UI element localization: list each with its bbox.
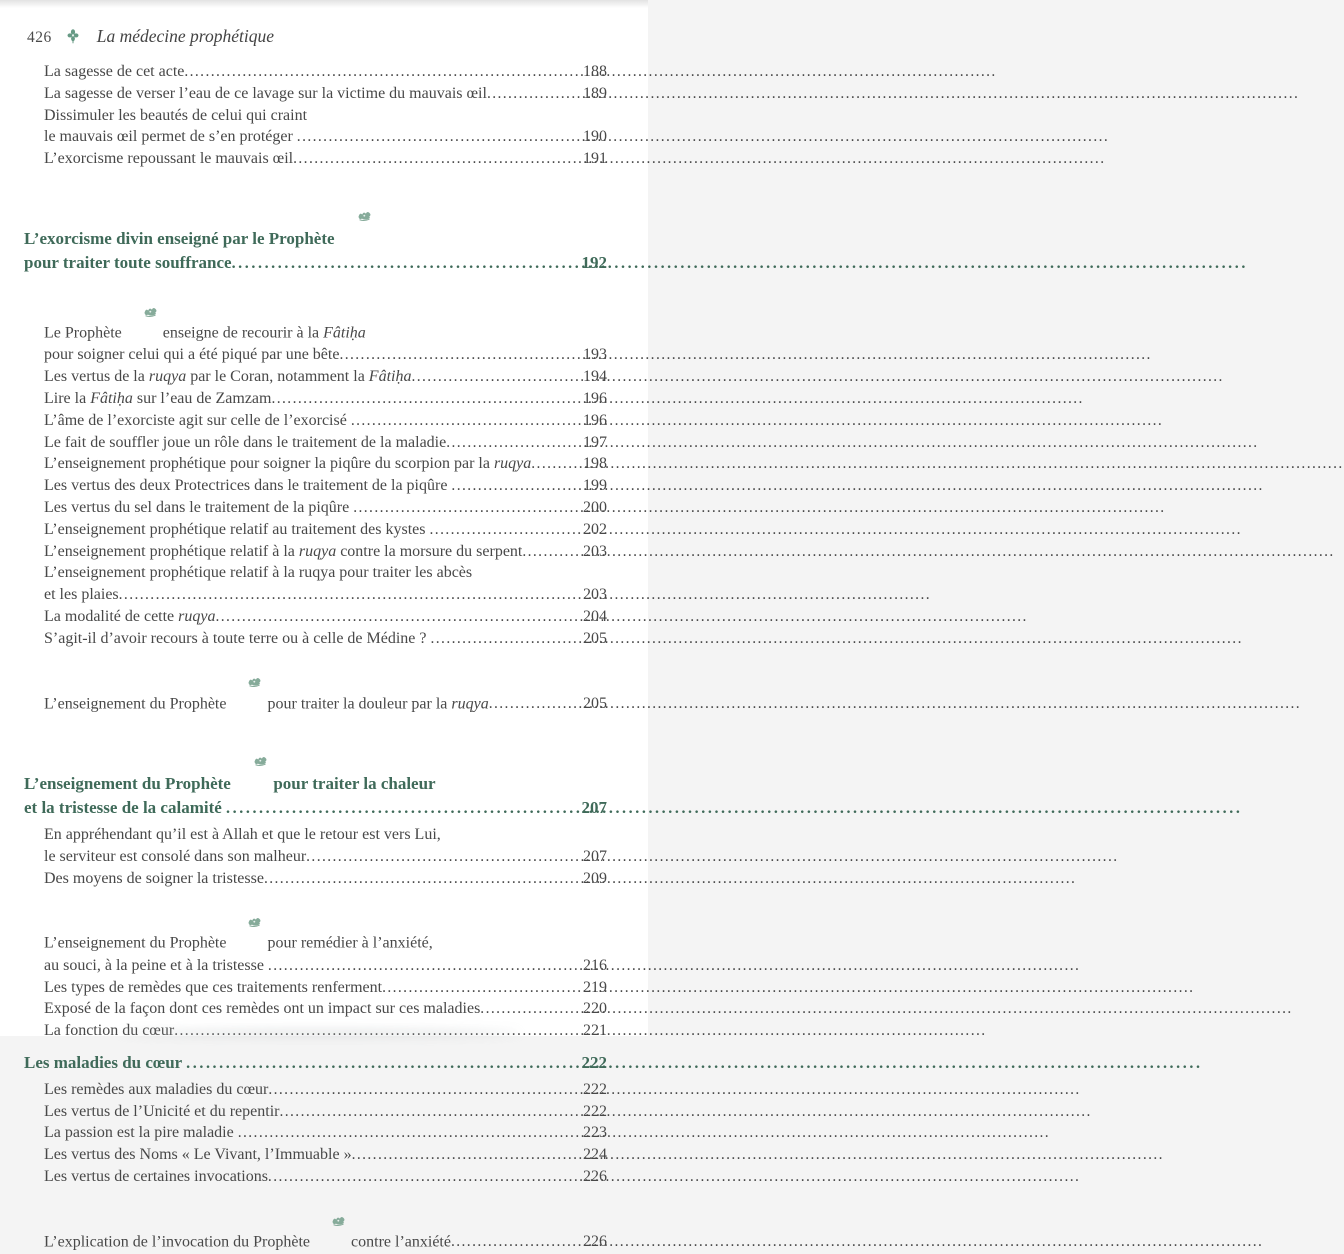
book-title: La médecine prophétique [96,26,274,46]
toc-line [44,83,607,105]
toc-line [44,1188,607,1253]
toc-page-number: 197 [583,433,607,451]
toc-page-number: 226 [583,1233,607,1251]
toc-entry [24,279,607,366]
prophet-honorific-calligraphy-icon [315,1189,346,1254]
toc-line [44,889,607,954]
toc-entry [24,83,607,105]
toc-section-heading [24,1051,607,1076]
toc-section-heading [24,179,607,276]
toc-entry-text-segment: Les types de remèdes que ces traitements renferment [44,978,383,996]
toc-entry-text [44,388,271,410]
toc-page-number: 198 [583,455,607,473]
toc-entry-text [24,1051,186,1075]
toc-line [44,1166,607,1188]
leader-dots [293,148,583,170]
toc-line [44,1144,607,1166]
toc-line [44,344,607,366]
toc-entry-text [44,519,430,541]
toc-entry-text-segment: Les maladies du cœur [24,1052,187,1072]
toc-line [24,1051,607,1076]
prophet-honorific-calligraphy-icon [127,280,158,345]
toc-entry-text [44,1101,279,1123]
toc-line [44,1101,607,1123]
toc-line [44,868,607,890]
leader-dots [446,432,583,454]
toc-entry-text-segment: L’enseignement du Prophète [24,773,236,793]
toc-entry-text [44,344,339,366]
toc-entry-text-segment: Les vertus des Noms « Le Vivant, l’Immuable » [44,1146,352,1164]
toc-entry-text-italic: ruqya [298,542,337,560]
toc-page-number: 202 [583,520,607,538]
toc-entry-text [44,61,184,83]
toc-line [24,251,607,276]
toc-line [44,846,607,868]
toc-entry-text [44,1020,174,1042]
toc-entry-text [44,83,487,105]
toc-entry [24,562,607,606]
toc-page-number: 190 [583,128,607,146]
page-number: 426 [27,29,52,46]
leader-dots [268,1166,583,1188]
leader-dots [411,366,583,388]
toc-entry-text-segment: La passion est la pire maladie [44,1124,238,1142]
toc-page-number: 196 [583,411,607,429]
toc-entry-text [44,279,366,344]
leader-dots [451,1231,583,1253]
toc-entry [24,366,607,388]
toc-entry-text-segment: L’explication de l’invocation du Prophète [44,1233,315,1251]
toc-entry-text [44,868,264,890]
toc-entry-text-segment: Des moyens de soigner la tristesse [44,869,264,887]
toc-entry-text-segment: pour soigner celui qui a été piqué par une bête [44,346,340,364]
leader-dots [531,453,583,475]
toc-entry-text-segment: pour remédier à l’anxiété, [263,934,433,952]
toc-entry-text-italic: Fâtiḥa [90,389,133,407]
toc-entry-text-segment: L’exorcisme divin enseigné par le Prophète [24,228,339,248]
toc-line [44,584,607,606]
toc-page-number: 223 [583,1124,607,1142]
toc-entry-text-segment: L’enseignement du Prophète [44,695,231,713]
toc-page-number: 207 [583,847,607,865]
toc-entry-text-segment: L’exorcisme repoussant le mauvais œil [44,150,294,168]
toc-entry [24,889,607,976]
toc-line [44,998,607,1020]
toc-section-heading [24,724,607,821]
toc-entry-text-segment: par le Coran, notamment la [186,368,369,386]
toc-entry-text [44,126,297,148]
toc-line [44,1020,607,1042]
toc-entry [24,453,607,475]
toc-page-number: 204 [583,607,607,625]
leader-dots [430,519,583,541]
toc-line [24,724,607,796]
toc-page-number: 199 [583,477,607,495]
toc-entry-text-segment: L’âme de l’exorciste agit sur celle de l’exorcisé [44,411,351,429]
leader-dots [306,846,583,868]
toc-entry-text-segment: Les vertus du sel dans le traitement de la piqûre [44,498,354,516]
toc-entry-text-segment: et les plaies [44,586,119,604]
toc-page-number: 192 [581,252,607,272]
toc-entry-text-segment: Lire la [44,389,91,407]
toc-entry-text-segment: Dissimuler les beautés de celui qui craint [44,106,308,124]
toc-line [24,179,607,251]
toc-page-number: 193 [583,346,607,364]
toc-entry [24,105,607,149]
toc-entry-text [24,179,373,251]
leader-dots [226,796,575,821]
toc-page-number: 196 [583,389,607,407]
toc-line [44,105,607,127]
toc-entry-text [44,1188,451,1253]
toc-line [44,126,607,148]
toc-entry-text-segment: Les remèdes aux maladies du cœur [44,1080,269,1098]
toc-entry-text [44,955,268,977]
toc-line [44,1079,607,1101]
toc-entry [24,824,607,868]
leader-dots [352,1144,583,1166]
toc-entry-text-segment: Le fait de souffler joue un rôle dans le traitement de la maladie [44,433,447,451]
toc-entry [24,1020,607,1042]
leader-dots [522,541,583,563]
leader-dots [451,475,583,497]
toc-page-number: 207 [581,797,607,817]
toc-entry-text-italic: ruqya [148,368,187,386]
prophet-honorific-calligraphy-icon [231,651,262,716]
toc-page-number: 188 [583,63,607,80]
toc-line [44,279,607,344]
leader-dots [268,955,583,977]
toc-line [44,148,607,170]
toc-entry-text-segment: En appréhendant qu’il est à Allah et que le retour est vers Lui, [44,825,441,843]
leader-dots [186,1051,575,1076]
toc-entry-text [44,1079,268,1101]
toc-page-number: 200 [583,498,607,516]
toc-line [24,796,607,821]
toc-page-number: 222 [583,1102,607,1120]
toc-entry-text-segment: pour traiter toute souffrance [24,252,232,272]
toc-line [44,475,607,497]
toc-line [44,1122,607,1144]
toc-entry [24,475,607,497]
toc-line [44,628,607,650]
toc-entry-text [44,628,431,650]
toc-entry-text [44,824,441,846]
toc-entry-text-segment: et la tristesse de la calamité [24,797,227,817]
prophet-honorific-calligraphy-icon [340,180,372,252]
toc-entry-text-italic: ruqya [451,695,489,713]
toc-entry-text-segment: contre la morsure du serpent [336,542,523,560]
toc-page-number: 194 [583,368,607,386]
toc-page-number: 189 [583,84,607,102]
toc-entry [24,410,607,432]
toc-entry-text [44,650,489,715]
toc-entry-text-segment: le mauvais œil permet de s’en protéger [44,128,297,146]
toc-entry [24,388,607,410]
toc-entry-text-segment: Les vertus de la [44,368,149,386]
toc-entry-text [44,584,119,606]
leader-dots [487,83,583,105]
toc-page-number: 205 [583,629,607,647]
toc-entry-text-segment: L’enseignement prophétique relatif à la [44,542,299,560]
leader-dots [215,606,583,628]
leader-dots [431,628,584,650]
toc-entry-text-segment: contre l’anxiété [347,1233,451,1251]
toc-page-number: 224 [583,1146,607,1164]
toc-entry [24,1166,607,1188]
toc-entry-text-italic: Fâtiḥa [368,368,412,386]
toc-entry [24,998,607,1020]
toc-page-number: 209 [583,869,607,887]
toc-entry-text-segment: S’agit-il d’avoir recours à toute terre ou à celle de Médine ? [44,629,431,647]
toc-entry-text-segment: au souci, à la peine et à la tristesse [44,956,268,974]
toc-entry-text [44,1166,268,1188]
toc-line [44,824,607,846]
toc-entry-text [44,432,446,454]
toc-entry [24,606,607,628]
toc-page-number: 221 [583,1022,607,1040]
toc-entry-text [44,889,433,954]
toc-entry-text-segment: L’enseignement du Prophète [44,934,231,952]
toc-entry-text [24,796,226,820]
toc-entry-text [44,606,215,628]
running-header [27,26,274,47]
leader-dots [297,126,583,148]
leader-dots [238,1122,583,1144]
toc-entry [24,1188,607,1253]
toc-entry-text [44,148,293,170]
leader-dots [489,693,583,715]
prophet-honorific-calligraphy-icon [236,725,268,797]
toc-entry-text-segment: L’enseignement prophétique relatif à la ruqya pour traiter les abcès [44,564,473,582]
toc-entry [24,1144,607,1166]
leader-dots [264,868,583,890]
toc-line [44,61,607,83]
leader-dots [353,497,583,519]
toc-entry-text-segment: Le Prophète [44,324,126,342]
toc-page-number: 216 [583,956,607,974]
toc-entry-text-segment: enseigne de recourir à la [158,324,324,342]
toc-entry-text [24,724,436,796]
toc-entry [24,61,607,83]
toc-page-number: 226 [583,1168,607,1186]
toc-entry-text-segment: Exposé de la façon dont ces remèdes ont un impact sur ces maladies [44,1000,481,1018]
toc-entry-text [44,1144,352,1166]
toc-line [44,410,607,432]
toc-page-number: 219 [583,978,607,996]
toc-entry-text [44,562,472,584]
leader-dots [279,1101,583,1123]
toc-entry [24,1122,607,1144]
toc-entry-text-segment: La modalité de cette [44,607,179,625]
leader-dots [119,584,583,606]
toc-entry-text [44,105,307,127]
toc-page-number: 205 [583,695,607,713]
toc-entry-text-segment: La sagesse de verser l’eau de ce lavage sur la victime du mauvais œil [44,84,487,102]
toc-entry-text [44,541,522,563]
toc-entry-text-segment: pour traiter la douleur par la [263,695,452,713]
toc-entry-text [44,475,451,497]
leader-dots [268,1079,583,1101]
toc-entry-text-italic: ruqya [178,607,216,625]
leader-dots [232,251,576,276]
toc-entry [24,977,607,999]
toc-entry [24,868,607,890]
toc-line [44,650,607,715]
toc-page-number: 222 [581,1052,607,1072]
book-toc-page [0,0,648,1251]
leader-dots [480,998,583,1020]
toc-line [44,955,607,977]
toc-entry-text [44,410,351,432]
toc-entry-text-segment: Les vertus de certaines invocations [44,1168,268,1186]
toc-line [44,497,607,519]
fleuron-ornament-icon [67,29,79,49]
toc-entry-text [44,998,480,1020]
toc-line [44,562,607,584]
toc-entry-text [44,366,411,388]
toc-entry-text [24,251,232,275]
toc-entry-text-segment: sur l’eau de Zamzam [132,389,272,407]
leader-dots [382,977,583,999]
toc-line [44,366,607,388]
toc-page-number: 220 [583,1000,607,1018]
toc-entry [24,497,607,519]
toc-entry-text [44,453,531,475]
toc-entry-text-segment: L’enseignement prophétique pour soigner la piqûre du scorpion par la [44,455,494,473]
toc-line [44,541,607,563]
toc-entry [24,432,607,454]
toc-entry [24,519,607,541]
leader-dots [339,344,583,366]
leader-dots [184,61,583,83]
toc-line [44,977,607,999]
toc-page-number: 203 [583,586,607,604]
toc-entry-text [44,977,382,999]
toc-line [44,388,607,410]
toc-entry-text [44,497,353,519]
toc-page-number: 203 [583,542,607,560]
toc-entry-text-segment: L’enseignement prophétique relatif au traitement des kystes [44,520,430,538]
leader-dots [271,388,583,410]
toc-entry [24,1079,607,1101]
toc-entry [24,541,607,563]
toc-line [44,453,607,475]
toc-page-number: 191 [583,150,607,168]
table-of-contents [24,61,607,1253]
toc-entry-text-segment: La sagesse de cet acte [44,63,185,80]
toc-entry-text-italic: ruqya [493,455,532,473]
toc-entry-text-segment: pour traiter la chaleur [269,773,436,793]
toc-entry-text-segment: le serviteur est consolé dans son malheur [44,847,307,865]
toc-line [44,519,607,541]
toc-entry-text-segment: La fonction du cœur [44,1022,175,1040]
leader-dots [174,1020,583,1042]
toc-entry [24,650,607,715]
prophet-honorific-calligraphy-icon [231,890,262,955]
toc-entry-text-segment: Les vertus de l’Unicité et du repentir [44,1102,280,1120]
toc-entry-text [44,1122,238,1144]
toc-entry-text-italic: Fâtiḥa [323,324,366,342]
toc-entry-text [44,846,306,868]
toc-entry [24,628,607,650]
toc-line [44,606,607,628]
toc-entry [24,1101,607,1123]
toc-page-number: 222 [583,1080,607,1098]
toc-entry [24,148,607,170]
toc-line [44,432,607,454]
toc-entry-text-segment: Les vertus des deux Protectrices dans le traitement de la piqûre [44,477,452,495]
leader-dots [351,410,583,432]
